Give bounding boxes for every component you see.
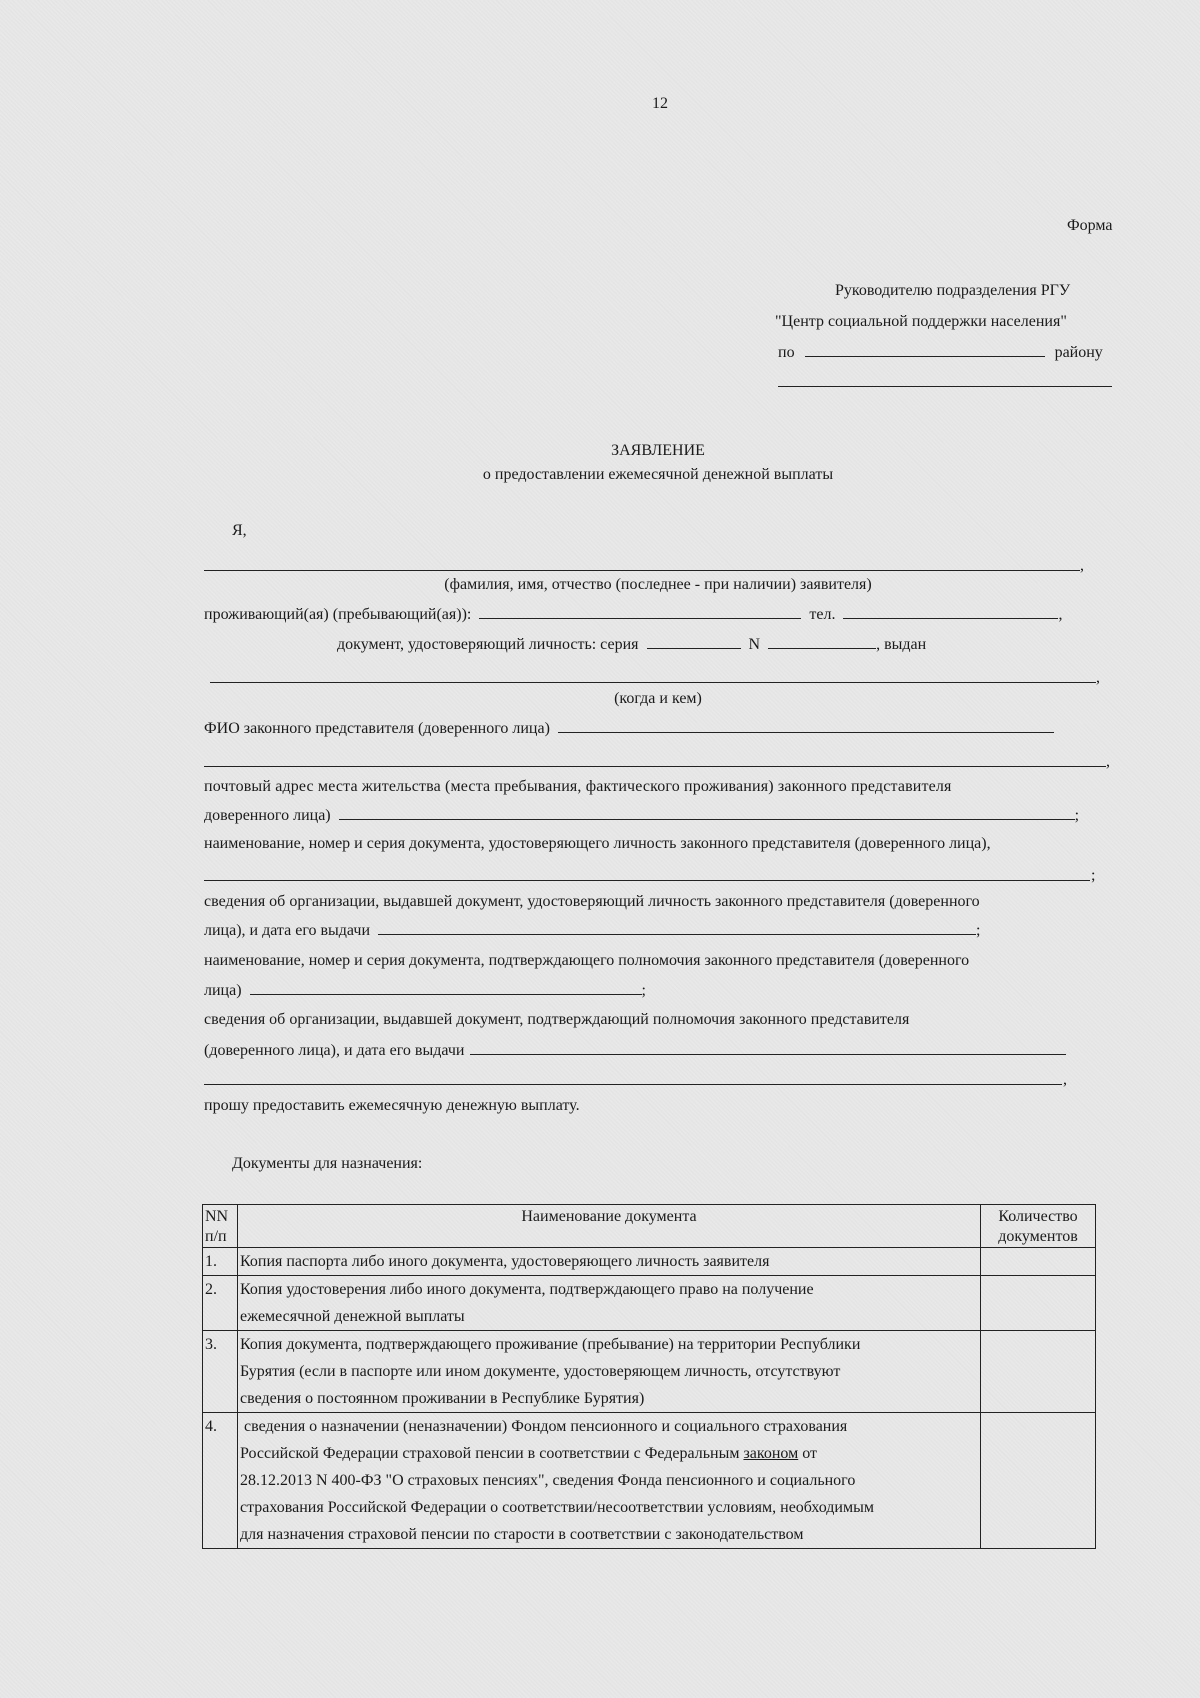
addressee-suffix: району — [1054, 344, 1103, 361]
row-name: Копия удостоверения либо иного документа, подтверждающего право на получение ежемесячной денежной выплаты — [238, 1276, 981, 1331]
power-org-extra-field[interactable] — [204, 1084, 1062, 1085]
addressee-line-3 — [778, 340, 1103, 363]
ya-label: Я, — [232, 522, 247, 539]
page-number: 12 — [652, 95, 668, 112]
comma: , — [1106, 753, 1110, 770]
org-info-label-2: лица), и дата его выдачи — [204, 922, 370, 939]
tel-label: тел. — [809, 606, 836, 623]
rep-doc-text: наименование, номер и серия документа, удостоверяющего личность законного представителя (доверенного лица), — [204, 835, 991, 852]
request-text: прошу предоставить ежемесячную денежную выплату. — [204, 1097, 580, 1114]
power-doc-text: наименование, номер и серия документа, подтверждающего полномочия законного представителя (доверенного — [204, 952, 970, 969]
comma: , — [1063, 1071, 1067, 1088]
documents-heading: Документы для назначения: — [232, 1155, 423, 1172]
rep-fio-extra-field[interactable] — [204, 766, 1106, 767]
fio-hint: (фамилия, имя, отчество (последнее - при наличии) заявителя) — [444, 576, 872, 593]
series-field[interactable] — [647, 632, 741, 649]
rep-doc-field[interactable] — [204, 880, 1090, 881]
postal-address-line: доверенного лица) ; — [204, 803, 1079, 826]
header-name: Наименование документа — [238, 1205, 981, 1248]
row-name: сведения о назначении (неназначении) Фондом пенсионного и социального страхования Российской Федерации страховой пенсии в соответствии с Федеральным законом от 28.12.2013 N 400-ФЗ "О страховых пенсиях", сведения Фонда пенсионного и социального страхования Российской Федерации о соответствии/несоответствии условиям, необходимым для назначения страховой пенсии по старости в соответствии с законодательством — [238, 1413, 981, 1549]
table-header-row — [203, 1205, 1096, 1248]
phone-field[interactable] — [843, 602, 1058, 619]
district-field[interactable] — [805, 340, 1045, 357]
row-num: 1. — [203, 1248, 238, 1276]
comma: , — [1096, 669, 1100, 686]
table-row — [203, 1248, 1096, 1276]
table-row — [203, 1413, 1096, 1549]
addressee-prefix: по — [778, 344, 795, 361]
postal-address-text: почтовый адрес места жительства (места пребывания, фактического проживания) законного представителя — [204, 778, 952, 795]
org-info-field[interactable] — [378, 918, 976, 935]
issued-by-field[interactable] — [210, 682, 1096, 683]
power-org-text: сведения об организации, выдавшей документ, подтверждающий полномочия законного представителя — [204, 1011, 910, 1028]
residing-line: проживающий(ая) (пребывающий(ая)): тел. , — [204, 602, 1062, 625]
addressee-extra-line[interactable] — [778, 386, 1112, 387]
power-doc-field[interactable] — [250, 978, 642, 995]
row-qty-cell[interactable] — [981, 1276, 1096, 1331]
power-doc-line: лица) ; — [204, 978, 646, 1001]
rep-fio-line — [204, 716, 1054, 739]
when-by-whom-hint: (когда и кем) — [614, 690, 702, 707]
power-org-line — [204, 1038, 1066, 1061]
id-doc-line — [337, 632, 926, 655]
table-row — [203, 1331, 1096, 1413]
org-info-line: лица), и дата его выдачи ; — [204, 918, 980, 941]
row-name: Копия документа, подтверждающего проживание (пребывание) на территории Республики Бурятия (если в паспорте или ином документе, удостоверяющем личность, отсутствуют сведения о постоянном проживании в Республике Бурятия) — [238, 1331, 981, 1413]
document-title: ЗАЯВЛЕНИЕ — [611, 442, 705, 459]
addressee-line-1: Руководителю подразделения РГУ — [835, 282, 1071, 299]
power-doc-label-2: лица) — [204, 982, 242, 999]
residence-field[interactable] — [479, 602, 801, 619]
row-qty-cell[interactable] — [981, 1413, 1096, 1549]
comma: , — [1080, 557, 1084, 574]
documents-table — [202, 1204, 1096, 1549]
form-label: Форма — [1067, 217, 1113, 234]
number-field[interactable] — [768, 632, 876, 649]
number-sign: N — [748, 636, 761, 653]
header-num: NN п/п — [203, 1205, 238, 1248]
document-subtitle: о предоставлении ежемесячной денежной выплаты — [482, 466, 834, 483]
postal-address-label-2: доверенного лица) — [204, 807, 331, 824]
table-row — [203, 1276, 1096, 1331]
residing-label: проживающий(ая) (пребывающий(ая)): — [204, 606, 472, 623]
row-num: 4. — [203, 1413, 238, 1549]
org-info-text: сведения об организации, выдавшей документ, удостоверяющий личность законного представителя (доверенного — [204, 893, 980, 910]
header-qty: Количество документов — [981, 1205, 1096, 1248]
row-num: 3. — [203, 1331, 238, 1413]
addressee-line-2: "Центр социальной поддержки населения" — [775, 313, 1067, 330]
rep-fio-field[interactable] — [558, 716, 1054, 733]
power-org-label-2: (доверенного лица), и дата его выдачи — [204, 1042, 465, 1059]
id-doc-label: документ, удостоверяющий личность: серия — [337, 636, 639, 653]
row-qty-cell[interactable] — [981, 1331, 1096, 1413]
applicant-fio-field[interactable] — [204, 570, 1080, 571]
postal-address-field[interactable] — [339, 803, 1075, 820]
row-num: 2. — [203, 1276, 238, 1331]
semicolon: ; — [1091, 867, 1096, 884]
row-name: Копия паспорта либо иного документа, удостоверяющего личность заявителя — [238, 1248, 981, 1276]
federal-law-link[interactable]: законом — [743, 1445, 799, 1462]
power-org-field[interactable] — [470, 1038, 1066, 1055]
row-qty-cell[interactable] — [981, 1248, 1096, 1276]
issued-label: , выдан — [876, 636, 927, 653]
rep-fio-label: ФИО законного представителя (доверенного лица) — [204, 720, 550, 737]
